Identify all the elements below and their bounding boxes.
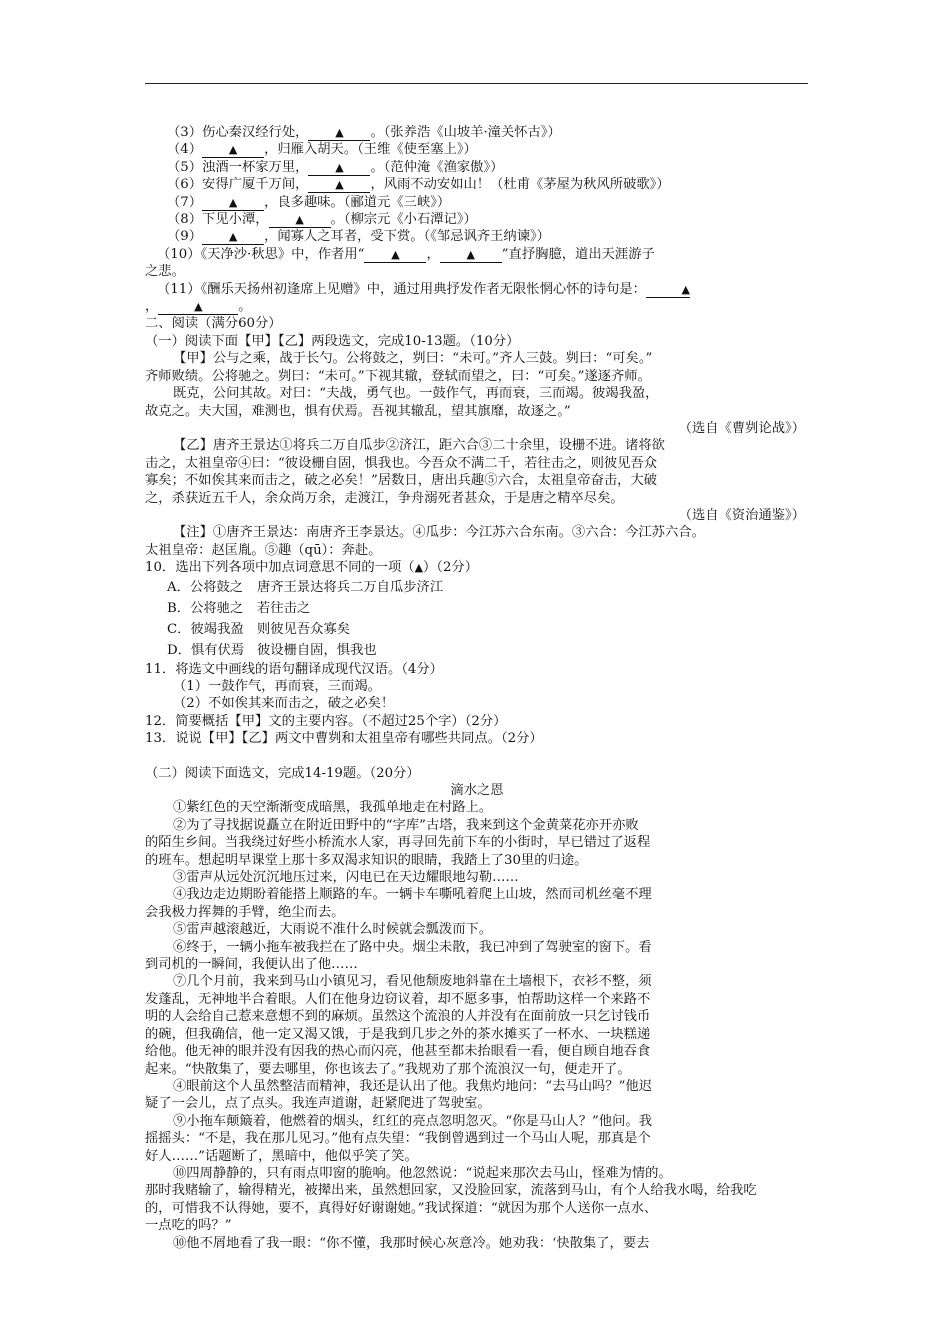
- story-line: ⑦几个月前，我来到马山小镇见习，看见他颓废地斜靠在土墙根下，衣衫不整，须: [173, 974, 652, 990]
- passage-source: （选自《曹刿论战》）: [678, 420, 805, 436]
- story-line: 会我极力挥舞的手臂，绝尘而去。: [145, 904, 345, 920]
- note-line: 太祖皇帝：赵匡胤。⑤趣（qū）：奔赴。: [145, 542, 382, 558]
- answer-blank[interactable]: ▲: [202, 230, 264, 245]
- story-line: 给他。他无神的眼并没有因我的热心而闪亮，他甚至都未抬眼看一看，便自顾自地吞食: [145, 1044, 651, 1060]
- passage-line: 寡矣；不如俟其来而击之，破之必矣！”居数日，唐出兵趣⑤六合，太祖皇帝奋击，大破: [145, 473, 658, 489]
- answer-blank[interactable]: ▲: [158, 300, 238, 315]
- passage-line: 故克之。夫大国，难测也，惧有伏焉。吾视其辙乱，望其旗靡，故逐之。”: [145, 403, 571, 419]
- poem-line: （7） ▲ ，良多趣味。（郦道元《三峡》）: [167, 194, 451, 210]
- story-line: ③雷声从远处沉沉地压过来，闪电已在天边耀眼地勾勒……: [173, 870, 519, 886]
- story-line: ①紫红色的天空渐渐变成暗黑，我孤单地走在村路上。: [173, 800, 493, 816]
- answer-blank[interactable]: ▲: [364, 248, 426, 263]
- passage-line: 【乙】唐齐王景达①将兵二万自瓜步②济江，距六合③二十余里，设栅不进。诸将欲: [173, 438, 665, 454]
- passage-yi: [145, 437, 809, 524]
- story-line: ④我边走边期盼着能搭上顺路的车。一辆卡车嘶吼着爬上山坡，然而司机丝毫不理: [173, 887, 652, 903]
- answer-blank[interactable]: ▲: [308, 126, 370, 141]
- passage-line: 之，杀获近五千人，余众尚万余，走渡江，争舟溺死者甚众，于是唐之精卒尽矣。: [145, 490, 624, 506]
- poem-line: （5）浊酒一杯家万里， ▲ 。（范仲淹《渔家傲》）: [167, 159, 504, 175]
- story-line: 的碗，但我确信，他一定又渴又饿，于是我到几步之外的茶水摊买了一杯水、一块糕递: [145, 1026, 651, 1042]
- option-b[interactable]: B．公将驰之 若往击之: [167, 600, 311, 616]
- option-a[interactable]: A．公将鼓之 唐齐王景达将兵二万自瓜步济江: [167, 579, 444, 595]
- part-intro: （二）阅读下面选文，完成14-19题。（20分）: [145, 765, 420, 781]
- story-line: ⑤雷声越滚越近，大雨说不准什么时候就会瓢泼而下。: [173, 922, 493, 938]
- poem-line: （6）安得广厦千万间， ▲ ，风雨不动安如山！（杜甫《茅屋为秋风所破歌》）: [167, 177, 670, 193]
- question-11: 11．将选文中画线的语句翻译成现代汉语。（4分）: [145, 661, 443, 677]
- passage-line: 既克，公问其故。对曰：“夫战，勇气也。一鼓作气，再而衰，三而竭。彼竭我盈，: [173, 386, 659, 402]
- question-11-item: （2）不如俟其来而击之，破之必矣！: [173, 696, 395, 712]
- poem-line: （10）《天净沙·秋思》中，作者用“ ▲ ， ▲ ”直抒胸臆，道出天涯游子: [157, 246, 655, 262]
- poem-line: （8）下见小潭， ▲ 。（柳宗元《小石潭记》）: [167, 212, 477, 228]
- story-line: 的班车。想起明早课堂上那十多双渴求知识的眼睛，我踏上了30里的归途。: [145, 852, 588, 868]
- passage-line: 齐师败绩。公将驰之。刿曰：“未可。”下视其辙，登轼而望之，曰：“可矣。”遂逐齐师。: [145, 368, 651, 384]
- story-line: 摇摇头：“不是，我在那儿见习。”他有点失望：“我倒曾遇到过一个马山人呢，那真是个: [145, 1131, 651, 1147]
- poem-line: （11）《酬乐天扬州初逢席上见赠》中，通过用典抒发作者无限怅惘心怀的诗句是： ▲: [157, 281, 690, 297]
- passage-source: （选自《资治通鉴》）: [678, 507, 805, 523]
- question-13: 13．说说【甲】【乙】两文中曹刿和太祖皇帝有哪些共同点。（2分）: [145, 731, 543, 747]
- answer-blank[interactable]: ▲: [440, 248, 502, 263]
- passage-line: 击之，太祖皇帝④曰：“彼设栅自固，惧我也。今吾众不满二千，若往击之，则彼见吾众: [145, 455, 658, 471]
- section-heading: 二、阅读（满分60分）: [145, 316, 282, 332]
- story-line: 发蓬乱，无神地半合着眼。人们在他身边窃议着，却不愿多事，怕帮助这样一个来路不: [145, 991, 651, 1007]
- annotation-note: [145, 524, 809, 559]
- poem-line: ， ▲ 。: [145, 299, 252, 315]
- story-line: 到司机的一瞬间，我便认出了他……: [145, 957, 358, 973]
- exam-page: [145, 124, 809, 1252]
- spacer: [145, 748, 809, 765]
- answer-blank[interactable]: ▲: [308, 161, 370, 176]
- answer-blank[interactable]: ▲: [308, 178, 370, 193]
- answer-blank[interactable]: ▲: [269, 213, 331, 228]
- answer-blank[interactable]: ▲: [646, 283, 690, 298]
- poem-line: 之悲。: [145, 264, 185, 280]
- story-line: ⑩他不屑地看了我一眼：“你不懂，我那时候心灰意冷。她劝我：‘快散集了，要去: [173, 1235, 650, 1251]
- part-intro: （一）阅读下面【甲】【乙】两段选文，完成10-13题。（10分）: [145, 333, 520, 349]
- story-line: ②为了寻找据说矗立在附近田野中的“字库”古塔，我来到这个金黄菜花亦开亦败: [173, 817, 639, 833]
- story-line: 的陌生乡间。当我绕过好些小桥流水人家，再寻回先前下车的小街时，早已错过了返程: [145, 835, 651, 851]
- answer-blank[interactable]: ▲: [202, 143, 264, 158]
- story-text: [145, 799, 809, 1252]
- question-10: 10．选出下列各项中加点词意思不同的一项（▲）（2分）: [145, 560, 479, 576]
- story-line: ⑩四周静静的，只有雨点叩窗的脆响。他忽然说：“说起来那次去马山，怪难为情的。: [173, 1165, 672, 1181]
- passage-jia: [145, 350, 809, 437]
- poem-line: （9） ▲ ，闻寡人之耳者，受下赏。（《邹忌讽齐王纳谏》）: [167, 229, 550, 245]
- header-rule: [145, 83, 808, 84]
- poem-fill-questions: [145, 124, 809, 315]
- option-c[interactable]: C．彼竭我盈 则彼见吾众寡矣: [167, 621, 351, 637]
- poem-line: （4） ▲ ，归雁入胡天。（王维《使至塞上》）: [167, 142, 477, 158]
- question-10-options: [145, 577, 809, 661]
- story-line: 好人……”话题断了，黑暗中，他似乎笑了笑。: [145, 1148, 418, 1164]
- story-title: 滴水之恩: [450, 783, 504, 798]
- story-line: 一点吃的吗？”: [145, 1218, 232, 1234]
- question-12: 12．简要概括【甲】文的主要内容。（不超过25个字）（2分）: [145, 713, 507, 729]
- poem-line: （3）伤心秦汉经行处， ▲ 。（张养浩《山坡羊·潼关怀古》）: [167, 125, 561, 140]
- story-line: 疑了一会儿，点了点头。我连声道谢，赶紧爬进了驾驶室。: [145, 1096, 491, 1112]
- story-line: 起来。“快散集了，要去哪里，你也该去了。”我规劝了那个流浪汉一句，便走开了。: [145, 1061, 631, 1077]
- option-d[interactable]: D．惧有伏焉 彼设栅自固，惧我也: [167, 642, 377, 658]
- story-line: ⑨小拖车颠簸着，他燃着的烟头，红红的亮点忽明忽灭。“你是马山人？”他问。我: [173, 1113, 652, 1129]
- story-line: 明的人会给自己惹来意想不到的麻烦。虽然这个流浪的人并没有在面前放一只乞讨钱币: [145, 1009, 651, 1025]
- story-line: ⑥终于，一辆小拖车被我拦在了路中央。烟尘未散，我已冲到了驾驶室的窗下。看: [173, 939, 652, 955]
- question-11-item: （1）一鼓作气，再而衰，三而竭。: [173, 678, 381, 694]
- passage-line: 【甲】公与之乘，战于长勺。公将鼓之，刿曰：“未可。”齐人三鼓。刿曰：“可矣。”: [173, 351, 653, 367]
- answer-blank[interactable]: ▲: [202, 196, 264, 211]
- story-line: 那时我赌输了，输得精光，被撵出来，虽然想回家，又没脸回家，流落到马山，有个人给我水喝，给我吃: [145, 1183, 757, 1199]
- story-line: 的，可惜我不认得她，要不，真得好好谢谢她。”我试探道：“就因为那个人送你一点水、: [145, 1200, 658, 1216]
- story-line: ④眼前这个人虽然整洁而精神，我还是认出了他。我焦灼地问：“去马山吗？”他迟: [173, 1078, 652, 1094]
- note-line: 【注】①唐齐王景达：南唐齐王李景达。④瓜步：今江苏六合东南。③六合：今江苏六合。: [173, 525, 705, 541]
